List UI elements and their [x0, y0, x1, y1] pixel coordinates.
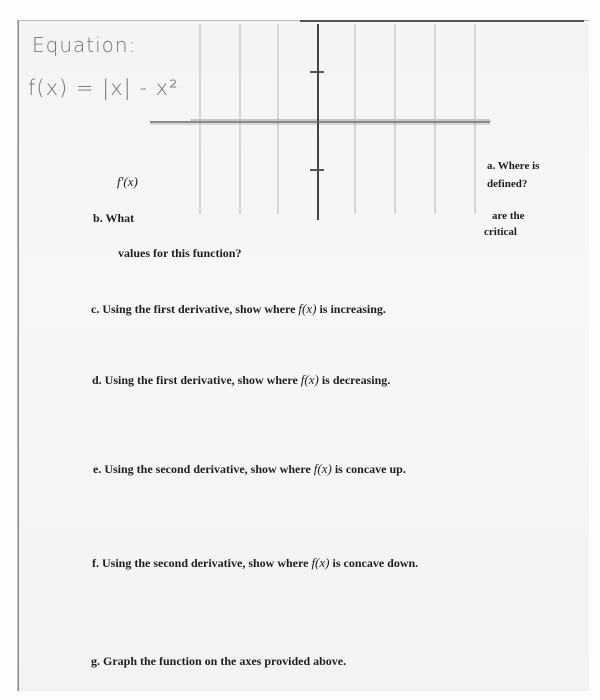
question-b-mid1: are the: [492, 210, 525, 222]
question-c-tail: is increasing.: [316, 302, 386, 316]
grid-lines: [150, 24, 490, 214]
fx-symbol: f(x): [311, 555, 330, 570]
question-d-text: d. Using the first derivative, show where: [92, 373, 301, 387]
fprime-label: f'(x): [117, 174, 138, 189]
fx-symbol: f(x): [300, 372, 319, 387]
question-e-text: e. Using the second derivative, show where: [93, 462, 314, 476]
question-e-tail: is concave up.: [331, 462, 406, 476]
question-b-mid2: critical: [484, 226, 517, 238]
question-e: [93, 461, 406, 477]
question-a-line2: defined?: [487, 178, 528, 190]
question-b-start: b. What: [93, 211, 135, 225]
question-d: [92, 372, 390, 388]
question-d-tail: is decreasing.: [318, 373, 391, 387]
question-c: [91, 301, 386, 317]
coordinate-grid: [150, 24, 490, 224]
question-f-text: f. Using the second derivative, show where: [92, 556, 312, 570]
question-a-line1: a. Where is: [487, 160, 540, 172]
fx-symbol: f(x): [298, 301, 317, 316]
handwritten-equation: f(x) = |x| - x²: [28, 76, 179, 100]
question-f: [92, 555, 418, 571]
question-g: g. Graph the function on the axes provided above.: [91, 654, 347, 668]
fx-symbol: f(x): [313, 461, 332, 476]
handwritten-title: Equation:: [32, 33, 137, 57]
question-b-end: values for this function?: [118, 246, 242, 260]
question-f-tail: is concave down.: [329, 556, 419, 570]
top-rule-line: [300, 20, 584, 22]
question-c-text: c. Using the first derivative, show where: [91, 302, 299, 316]
